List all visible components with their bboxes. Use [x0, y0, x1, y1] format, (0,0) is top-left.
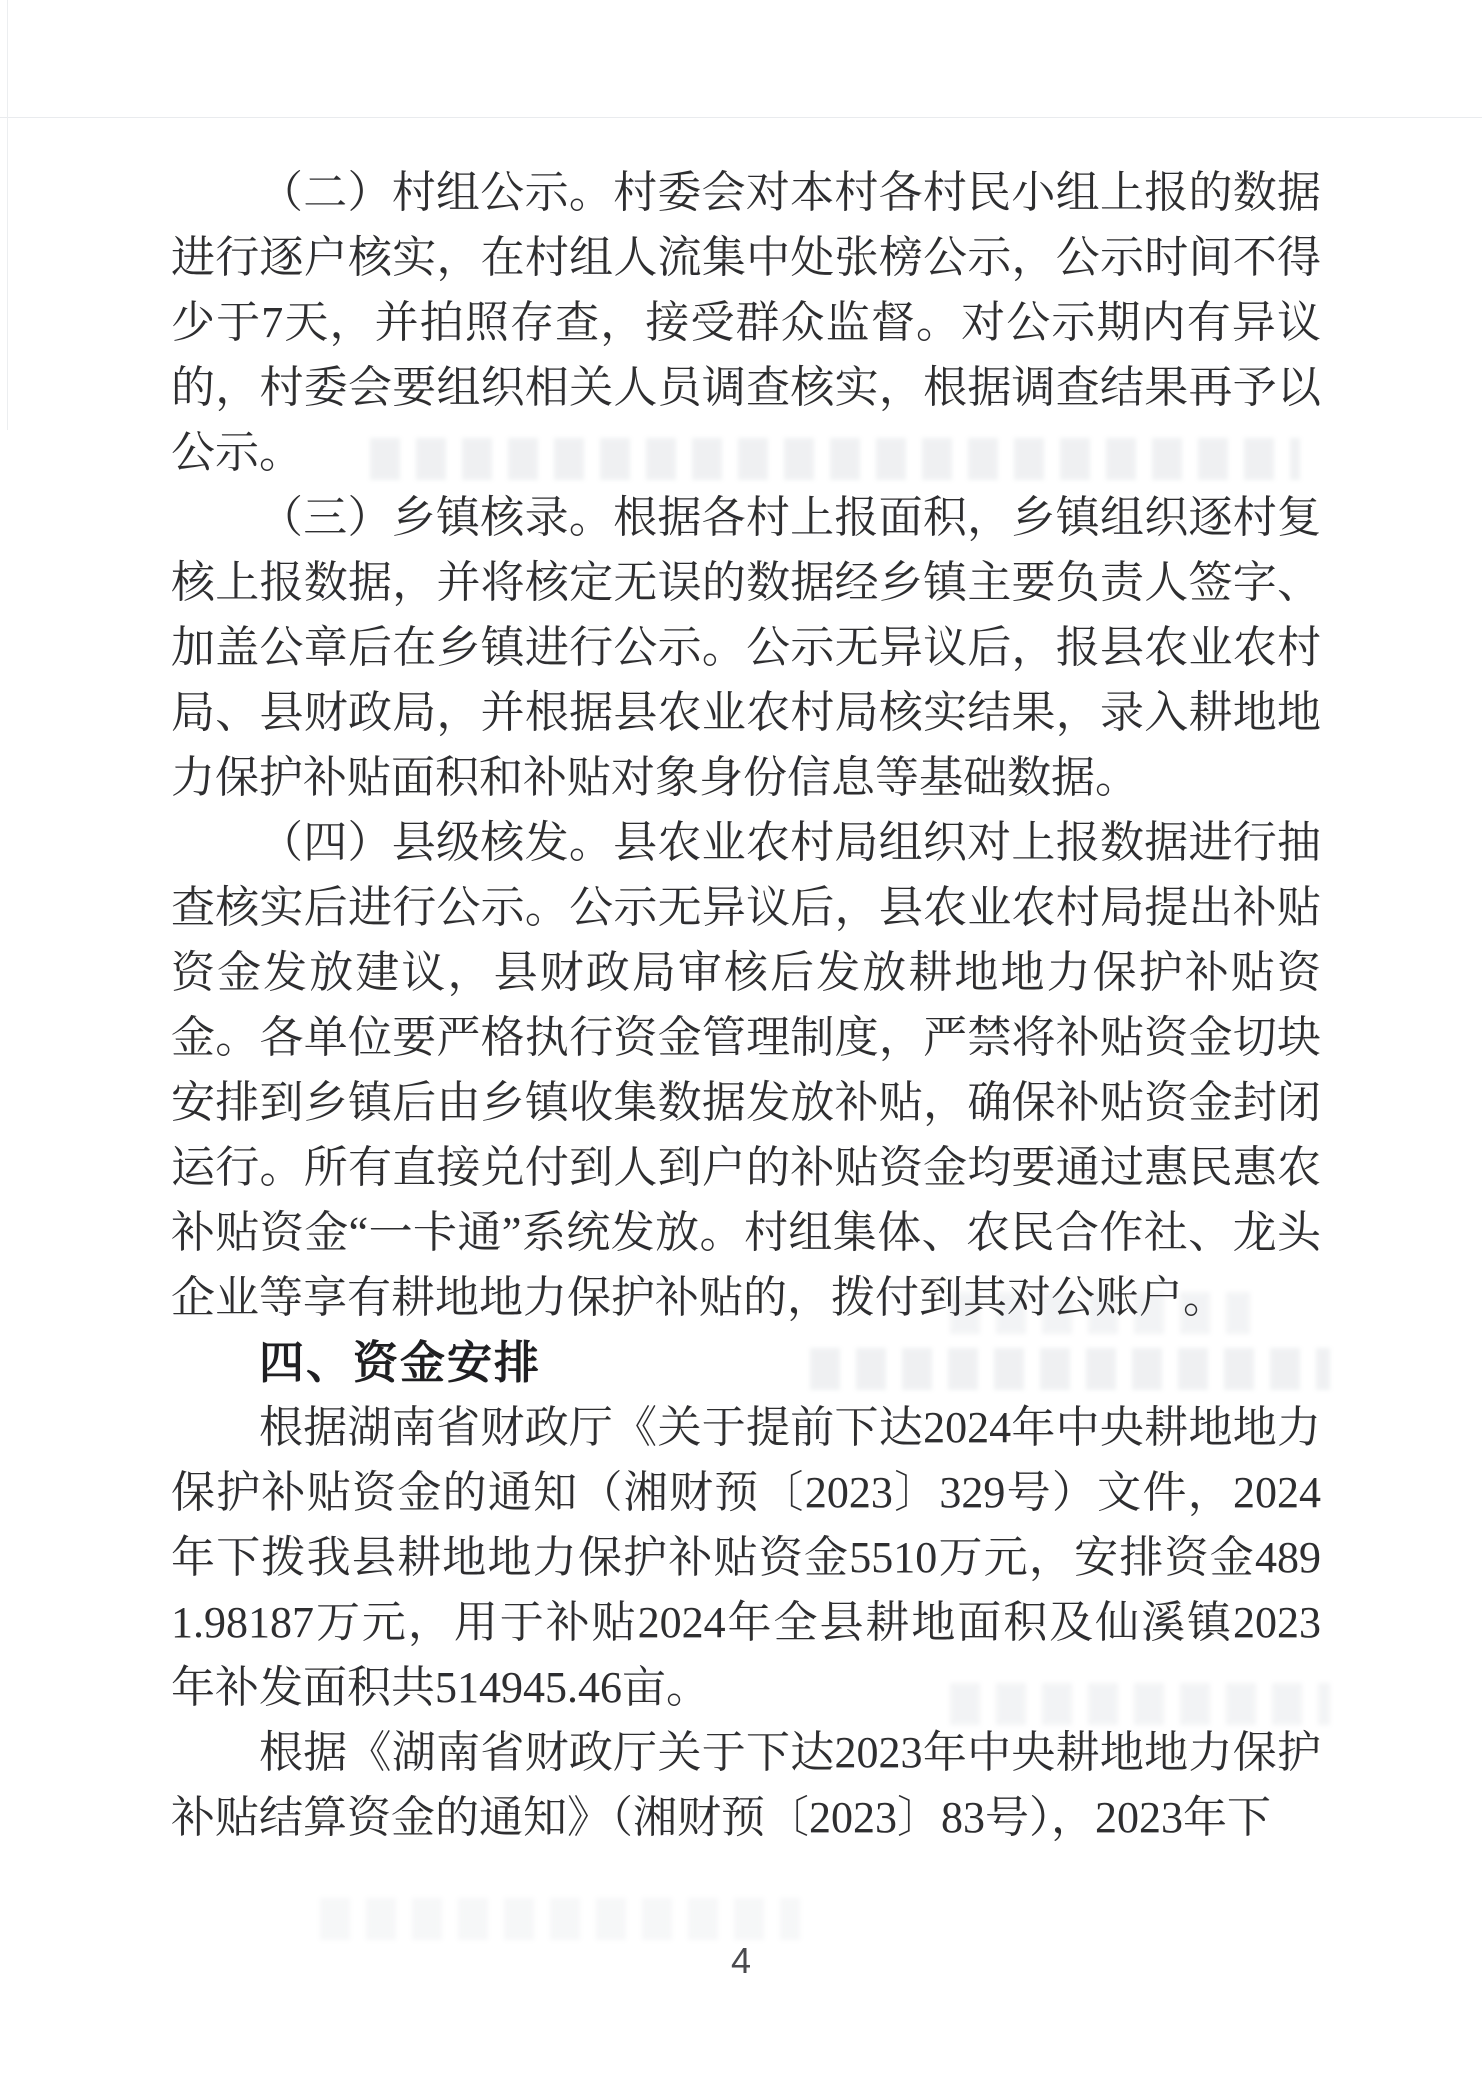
page-footer	[0, 1940, 1482, 1982]
scan-artifact-left-edge	[7, 0, 8, 430]
paragraph-township-verification: （三）乡镇核录。根据各村上报面积，乡镇组织逐村复核上报数据，并将核定无误的数据经乡镇主要负责人签字、加盖公章后在乡镇进行公示。公示无异议后，报县农业农村局、县财政局，并根据县农业农村局核实结果，录入耕地地力保护补贴面积和补贴对象身份信息等基础数据。	[171, 493, 1321, 802]
paragraph-2023-settlement-fund: 根据《湖南省财政厅关于下达2023年中央耕地地力保护补贴结算资金的通知》（湘财预〔2023〕83号），2023年下	[171, 1728, 1321, 1842]
paragraph-county-level-verification-issuance: （四）县级核发。县农业农村局组织对上报数据进行抽查核实后进行公示。公示无异议后，县农业农村局提出补贴资金发放建议，县财政局审核后发放耕地地力保护补贴资金。各单位要严格执行资金管理制度，严禁将补贴资金切块安排到乡镇后由乡镇收集数据发放补贴，确保补贴资金封闭运行。所有直接兑付到人到户的补贴资金均要通过惠民惠农补贴资金“一卡通”系统发放。村组集体、农民合作社、龙头企业等享有耕地地力保护补贴的，拨付到其对公账户。	[171, 818, 1321, 1322]
paragraph-2024-fund-allocation: 根据湖南省财政厅《关于提前下达2024年中央耕地地力保护补贴资金的通知（湘财预〔2023〕329号）文件，2024年下拨我县耕地地力保护补贴资金5510万元，安排资金4891.98187万元，用于补贴2024年全县耕地面积及仙溪镇2023年补发面积共514945.46亩。	[171, 1403, 1321, 1712]
showthrough-smudge	[320, 1898, 800, 1940]
document-body	[171, 160, 1321, 1850]
paragraph-village-group-publicity: （二）村组公示。村委会对本村各村民小组上报的数据进行逐户核实，在村组人流集中处张榜公示，公示时间不得少于7天，并拍照存查，接受群众监督。对公示期内有异议的，村委会要组织相关人员调查核实，根据调查结果再予以公示。	[171, 168, 1321, 477]
scan-artifact-top-line	[0, 117, 1482, 118]
page-number: 4	[730, 1940, 752, 1981]
section-heading-fund-arrangement: 四、资金安排	[259, 1337, 542, 1388]
